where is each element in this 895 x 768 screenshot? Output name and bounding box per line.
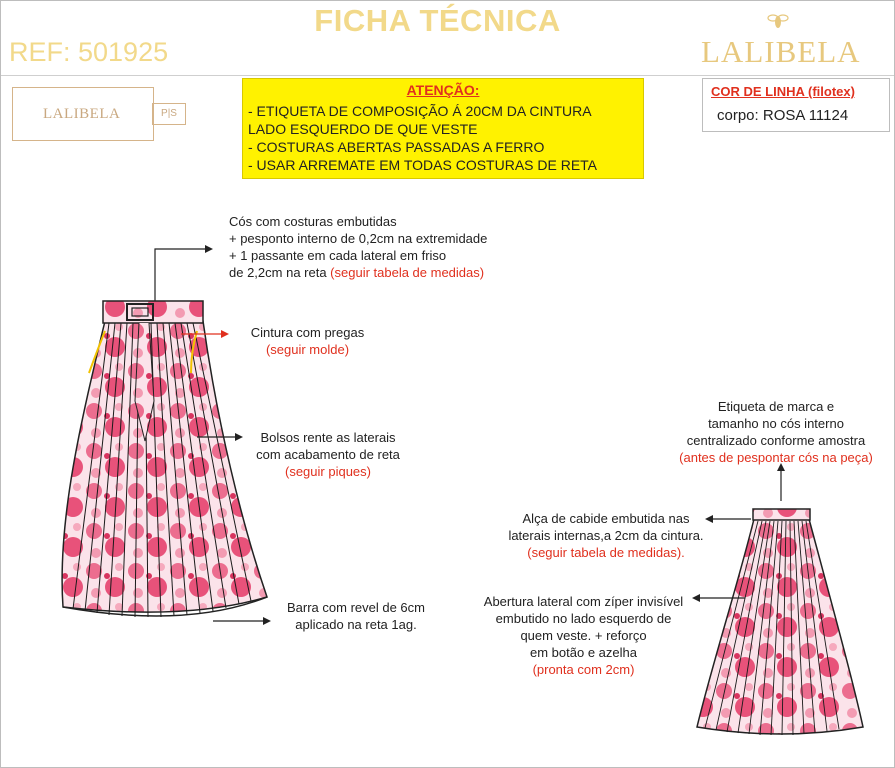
note-line: com acabamento de reta xyxy=(256,447,400,462)
hem-note xyxy=(271,599,441,633)
attention-line: - USAR ARREMATE EM TODAS COSTURAS DE RETA xyxy=(248,157,598,173)
note-line: + 1 passante em cada lateral em friso xyxy=(229,248,447,263)
brand-logo: LALIBELA xyxy=(701,34,861,69)
attention-line: LADO ESQUERDO DE QUE VESTE xyxy=(248,121,478,137)
note-line: em botão e azelha xyxy=(530,645,637,660)
note-line: Abertura lateral com zíper invisível xyxy=(483,594,684,609)
attention-line: - COSTURAS ABERTAS PASSADAS A FERRO xyxy=(248,139,545,155)
skirt-illustrations xyxy=(1,1,895,768)
note-red-text: (seguir tabela de medidas). xyxy=(527,545,685,560)
note-line: Cós com costuras embutidas xyxy=(229,214,397,229)
page-title: FICHA TÉCNICA xyxy=(314,3,561,38)
hanger-loop-note xyxy=(501,510,711,561)
pockets-note xyxy=(243,429,413,480)
note-red-text: (seguir molde) xyxy=(265,342,350,357)
waistband-note xyxy=(229,213,487,281)
note-line: Alça de cabide embutida nas xyxy=(522,511,690,526)
size-label-tag: P|S xyxy=(152,103,186,125)
waist-note xyxy=(235,324,380,358)
note-line: Barra com revel de 6cm xyxy=(287,600,425,615)
note-red-text: (antes de pespontar cós na peça) xyxy=(679,450,873,465)
note-line: de 2,2cm na reta xyxy=(229,265,331,280)
attention-line: - ETIQUETA DE COMPOSIÇÃO Á 20CM DA CINTURA xyxy=(248,103,592,119)
note-line: Cintura com pregas xyxy=(250,325,365,340)
note-line: aplicado na reta 1ag. xyxy=(295,617,417,632)
note-line: + pesponto interno de 0,2cm na extremidade xyxy=(229,231,488,246)
note-red-text: (seguir tabela de medidas) xyxy=(330,265,485,280)
label-brand-text: LALIBELA xyxy=(43,106,121,122)
reference-code: REF: 501925 xyxy=(9,37,169,67)
note-line: tamanho no cós interno xyxy=(708,416,844,431)
note-red-text: (pronta com 2cm) xyxy=(532,662,635,677)
attention-title: ATENÇÃO: xyxy=(406,82,480,98)
zipper-note xyxy=(471,593,696,678)
thread-color-title: COR DE LINHA (filotex) xyxy=(711,84,855,99)
note-line: centralizado conforme amostra xyxy=(686,433,866,448)
note-line: quem veste. + reforço xyxy=(520,628,647,643)
thread-color-value: corpo: ROSA 11124 xyxy=(717,107,849,124)
note-line: Bolsos rente as laterais xyxy=(260,430,396,445)
brand-tag-note xyxy=(671,398,881,466)
note-line: embutido no lado esquerdo de xyxy=(495,611,672,626)
back-skirt-illustration xyxy=(697,509,863,735)
note-line: laterais internas,a 2cm da cintura. xyxy=(508,528,704,543)
note-line: Etiqueta de marca e xyxy=(717,399,835,414)
note-red-text: (seguir piques) xyxy=(285,464,371,479)
